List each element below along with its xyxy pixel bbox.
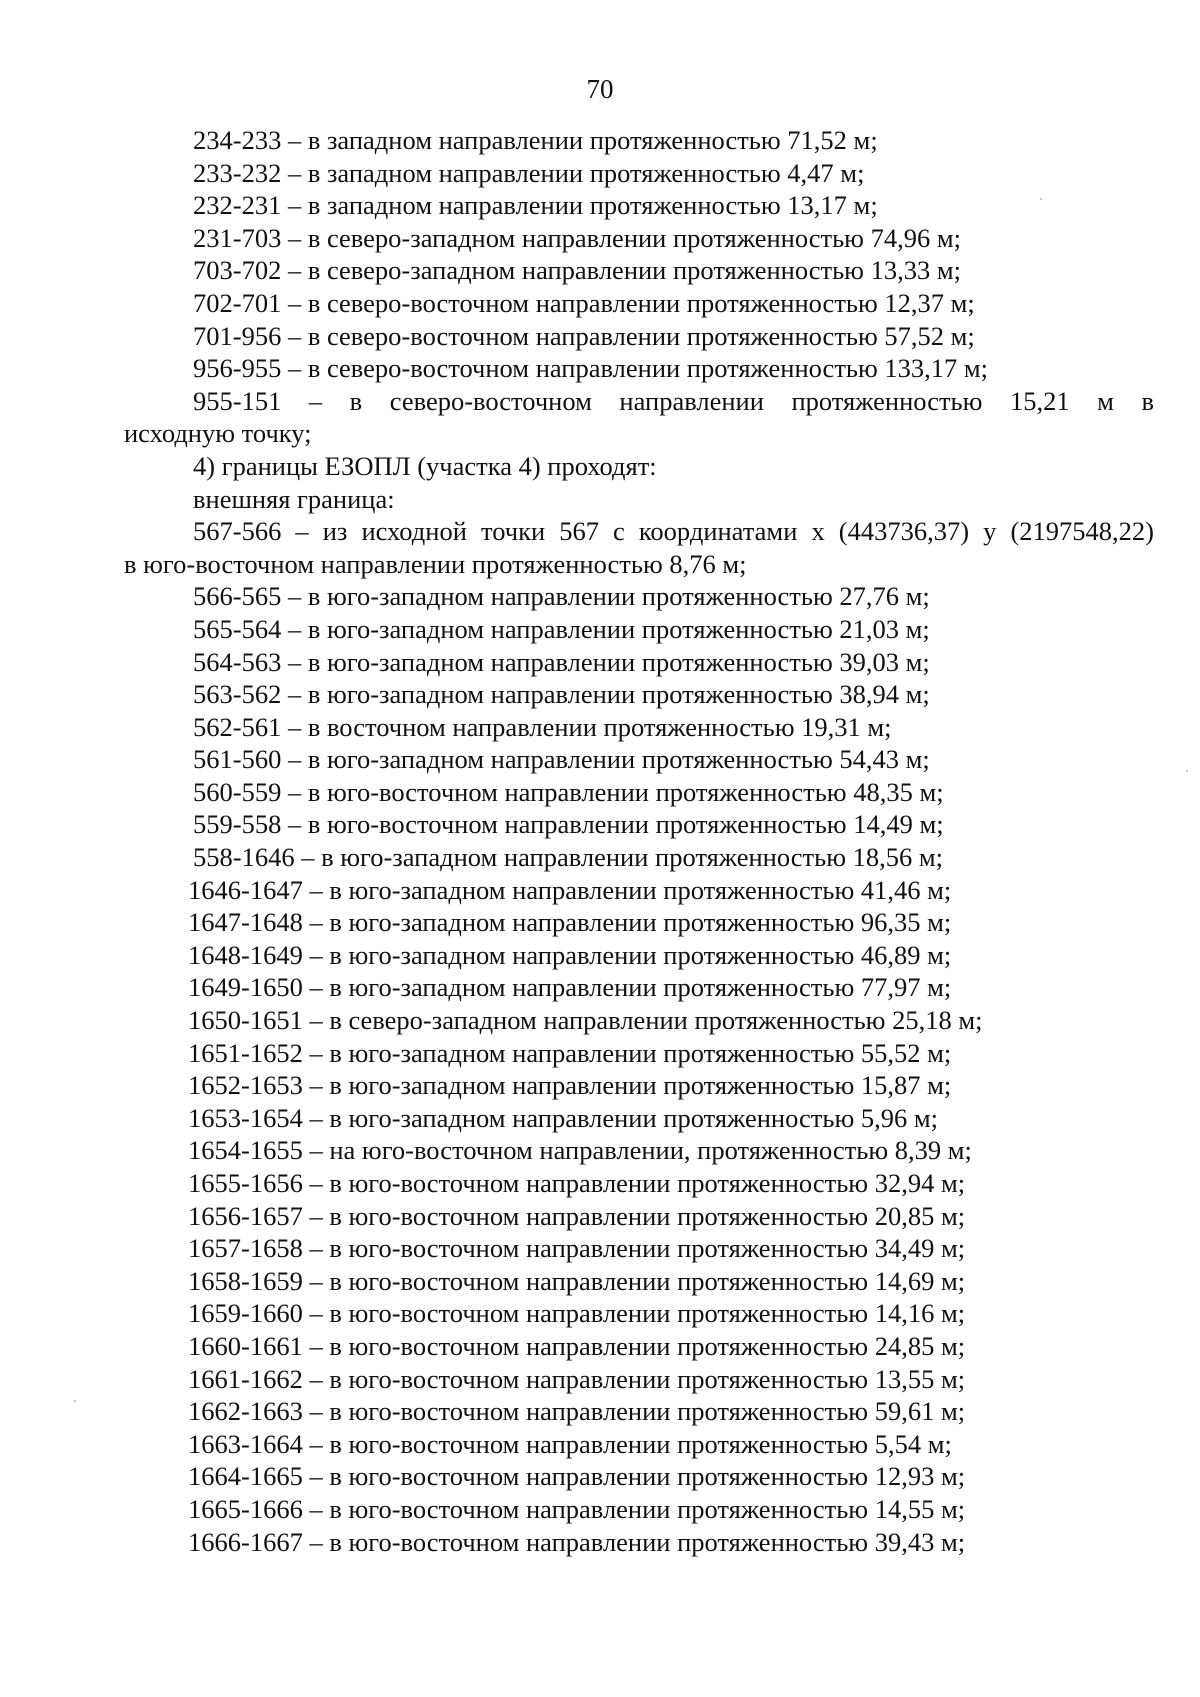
segment-line: 565-564 – в юго-западном направлении протяженностью 21,03 м; — [193, 613, 930, 644]
segment-line: 1652-1653 – в юго-западном направлении протяженностью 15,87 м; — [188, 1070, 952, 1101]
segment-line: 563-562 – в юго-западном направлении протяженностью 38,94 м; — [193, 679, 930, 710]
segment-line: 1648-1649 – в юго-западном направлении протяженностью 46,89 м; — [188, 939, 952, 970]
segment-line: 956-955 – в северо-восточном направлении протяженностью 133,17 м; — [193, 353, 989, 384]
segment-line: 1666-1667 – в юго-восточном направлении протяженностью 39,43 м; — [188, 1526, 966, 1557]
scan-speck — [1186, 770, 1188, 772]
segment-line: 1657-1658 – в юго-восточном направлении протяженностью 34,49 м; — [188, 1233, 966, 1264]
segment-paragraph-955-151 — [124, 385, 1154, 450]
segment-line: 564-563 – в юго-западном направлении протяженностью 39,03 м; — [193, 646, 930, 677]
segment-line: 233-232 – в западном направлении протяженностью 4,47 м; — [193, 157, 865, 188]
segment-line: 1659-1660 – в юго-восточном направлении протяженностью 14,16 м; — [188, 1298, 966, 1329]
segment-line: 1665-1666 – в юго-восточном направлении протяженностью 14,55 м; — [188, 1493, 966, 1524]
scan-speck — [74, 1400, 76, 1402]
segment-line: 1650-1651 – в северо-западном направлении протяженностью 25,18 м; — [188, 1005, 983, 1036]
segment-line: 560-559 – в юго-восточном направлении протяженностью 48,35 м; — [193, 776, 944, 807]
segment-line: 558-1646 – в юго-западном направлении протяженностью 18,56 м; — [193, 842, 944, 873]
segment-line: 1656-1657 – в юго-восточном направлении протяженностью 20,85 м; — [188, 1200, 966, 1231]
segment-line: 1646-1647 – в юго-западном направлении протяженностью 41,46 м; — [188, 874, 952, 905]
segment-line: 1653-1654 – в юго-западном направлении протяженностью 5,96 м; — [188, 1102, 939, 1133]
paragraph-first-line: 567-566 – из исходной точки 567 с координатами x (443736,37) y (2197548,22) — [193, 516, 1154, 547]
segment-line: 561-560 – в юго-западном направлении протяженностью 54,43 м; — [193, 744, 930, 775]
section-heading: 4) границы ЕЗОПЛ (участка 4) проходят: — [193, 450, 657, 481]
segment-paragraph-567-566 — [124, 515, 1154, 580]
paragraph-continuation: в юго-восточном направлении протяженностью 8,76 м; — [124, 548, 747, 579]
segment-line: 231-703 – в северо-западном направлении протяженностью 74,96 м; — [193, 222, 961, 253]
segment-line: 1655-1656 – в юго-восточном направлении протяженностью 32,94 м; — [188, 1168, 966, 1198]
segment-line: 703-702 – в северо-западном направлении протяженностью 13,33 м; — [193, 255, 961, 286]
segment-line: 1664-1665 – в юго-восточном направлении протяженностью 12,93 м; — [188, 1461, 966, 1492]
segment-line: 1658-1659 – в юго-восточном направлении протяженностью 14,69 м; — [188, 1265, 966, 1296]
page-number: 70 — [586, 74, 614, 104]
segment-line: 702-701 – в северо-восточном направлении протяженностью 12,37 м; — [193, 287, 975, 318]
segment-line: 1651-1652 – в юго-западном направлении протяженностью 55,52 м; — [188, 1037, 952, 1068]
segment-line: 1647-1648 – в юго-западном направлении протяженностью 96,35 м; — [188, 907, 952, 938]
segment-line: 1662-1663 – в юго-восточном направлении протяженностью 59,61 м; — [188, 1396, 966, 1427]
segment-line: 559-558 – в юго-восточном направлении протяженностью 14,49 м; — [193, 809, 944, 840]
document-body — [124, 124, 1154, 1558]
segment-line: 701-956 – в северо-восточном направлении протяженностью 57,52 м; — [193, 320, 975, 351]
scan-speck — [1040, 198, 1042, 200]
paragraph-continuation: исходную точку; — [124, 418, 312, 449]
segment-line: 1663-1664 – в юго-восточном направлении протяженностью 5,54 м; — [188, 1428, 952, 1459]
segment-line: 1654-1655 – на юго-восточном направлении, протяженностью 8,39 м; — [188, 1135, 972, 1166]
segment-line: 1649-1650 – в юго-западном направлении протяженностью 77,97 м; — [188, 972, 952, 1003]
segment-line: 232-231 – в западном направлении протяженностью 13,17 м; — [193, 190, 878, 221]
segment-line: 562-561 – в восточном направлении протяженностью 19,31 м; — [193, 711, 892, 742]
paragraph-first-line: 955-151 – в северо-восточном направлении протяженностью 15,21 м в — [193, 385, 1154, 416]
segment-line: 566-565 – в юго-западном направлении протяженностью 27,76 м; — [193, 581, 930, 612]
segment-line: 234-233 – в западном направлении протяженностью 71,52 м; — [193, 125, 878, 155]
boundary-label: внешняя граница: — [193, 483, 395, 514]
segment-line: 1660-1661 – в юго-восточном направлении протяженностью 24,85 м; — [188, 1330, 966, 1361]
segment-line: 1661-1662 – в юго-восточном направлении протяженностью 13,55 м; — [188, 1363, 966, 1394]
